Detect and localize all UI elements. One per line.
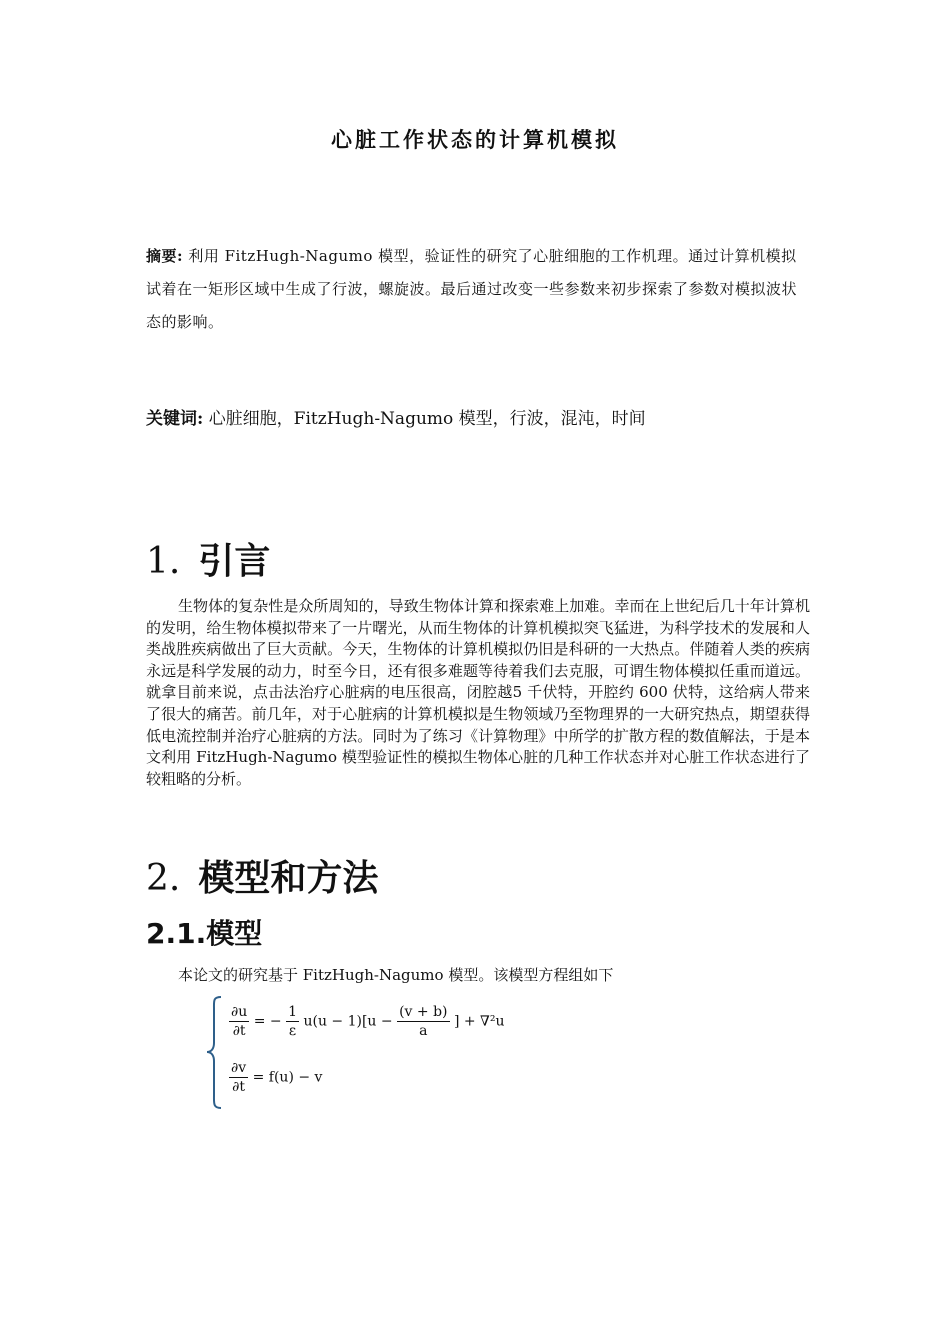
frac-numerator: 1 bbox=[288, 1004, 298, 1020]
keywords bbox=[146, 404, 646, 429]
paper-title: 心脏工作状态的计算机模拟 bbox=[331, 127, 619, 152]
partial-v-over-t bbox=[229, 1059, 248, 1096]
frac-denominator: ε bbox=[288, 1023, 297, 1039]
frac-denominator: a bbox=[419, 1023, 428, 1039]
v-plus-b-over-a bbox=[397, 1003, 449, 1040]
abstract-label: 摘要: bbox=[146, 247, 184, 265]
section-1-heading bbox=[146, 533, 270, 584]
fitzhugh-nagumo-equations bbox=[205, 995, 625, 1115]
section-1-title: 引言 bbox=[198, 541, 271, 582]
frac-numerator: ∂v bbox=[231, 1060, 247, 1076]
eq2-rhs: = f(u) − v bbox=[252, 1069, 323, 1086]
subsection-2-1-heading: 2.1.模型 bbox=[146, 917, 263, 950]
one-over-epsilon bbox=[286, 1003, 299, 1040]
eq1-laplacian: ] + ∇²u bbox=[453, 1013, 505, 1030]
frac-numerator: (v + b) bbox=[399, 1004, 448, 1020]
section-1-number: 1. bbox=[146, 541, 181, 582]
partial-u-over-t bbox=[229, 1003, 249, 1040]
frac-numerator: ∂u bbox=[231, 1004, 248, 1020]
model-intro-text: 本论文的研究基于 FitzHugh-Nagumo 模型。该模型方程组如下 bbox=[178, 966, 614, 984]
keywords-text: 心脏细胞，FitzHugh-Nagumo 模型，行波，混沌，时间 bbox=[208, 409, 646, 429]
section-2-number: 2. bbox=[146, 858, 181, 899]
frac-denominator: ∂t bbox=[232, 1079, 246, 1095]
left-brace-icon bbox=[205, 995, 225, 1110]
frac-denominator: ∂t bbox=[232, 1023, 246, 1039]
introduction-paragraph: 生物体的复杂性是众所周知的，导致生物体计算和探索难上加难。幸而在上世纪后几十年计算机的发明，给生物体模拟带来了一片曙光，从而生物体的计算机模拟突飞猛进，为科学技术的发展和人类战胜疾病做出了巨大贡献。今天，生物体的计算机模拟仍旧是科研的一大热点。伴随着人类的疾病永远是科学发展的动力，时至今日，还有很多难题等待着我们去克服，可谓生物体模拟任重而道远。就拿目前来说，点击法治疗心脏病的电压很高，闭腔越5 千伏特，开腔约 600 伏特，这给病人带来了很大的痛苦。前几年，对于心脏病的计算机模拟是生物领域乃至物理界的一大研究热点，期望获得低电流控制并治疗心脏病的方法。同时为了练习《计算物理》中所学的扩散方程的数值解法，于是本文利用 FitzHugh-Nagumo 模型验证性的模拟生物体心脏的几种工作状态并对心脏工作状态进行了较粗略的分析。 bbox=[146, 597, 810, 788]
eq1-operator: = − bbox=[253, 1013, 282, 1030]
section-2-heading bbox=[146, 850, 378, 901]
keywords-label: 关键词: bbox=[146, 409, 204, 429]
abstract bbox=[146, 240, 810, 339]
abstract-text: 利用 FitzHugh-Nagumo 模型，验证性的研究了心脏细胞的工作机理。通过计算机模拟试着在一矩形区域中生成了行波，螺旋波。最后通过改变一些参数来初步探索了参数对模拟波状态的影响。 bbox=[146, 247, 798, 331]
equation-2 bbox=[229, 1059, 322, 1096]
eq1-term: u(u − 1)[u − bbox=[303, 1013, 393, 1030]
section-2-title: 模型和方法 bbox=[198, 858, 379, 899]
equation-1 bbox=[229, 1003, 504, 1040]
